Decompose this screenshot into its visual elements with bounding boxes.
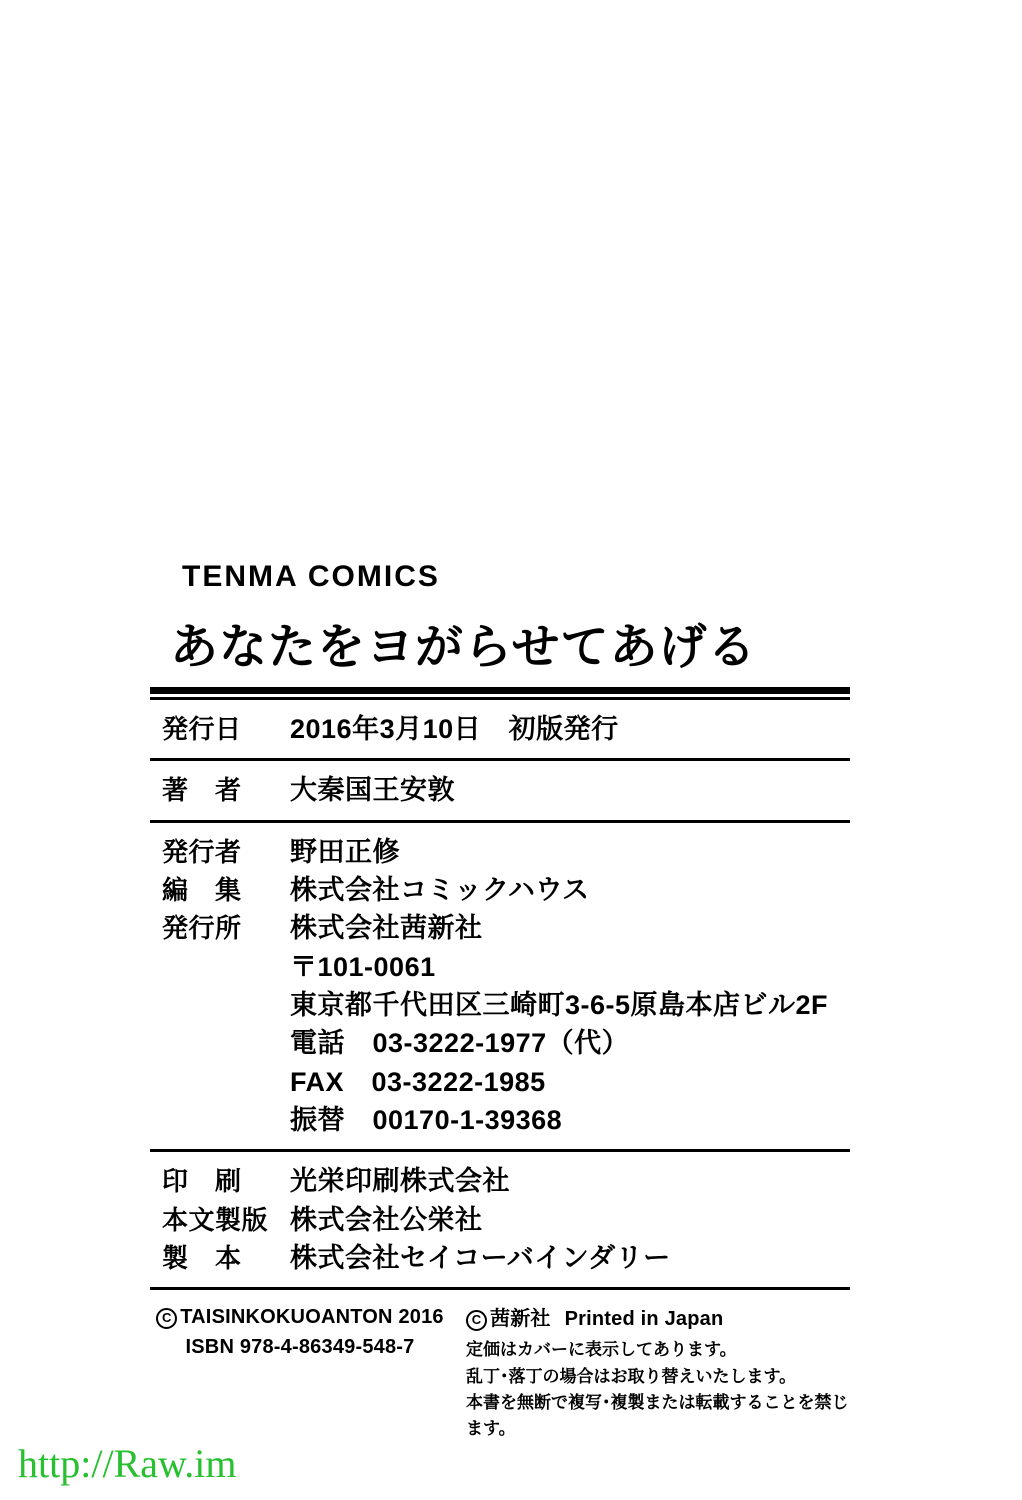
copyright-icon: C bbox=[156, 1308, 177, 1329]
printing-row bbox=[150, 1162, 850, 1200]
printed-in-text: Printed in Japan bbox=[564, 1308, 724, 1331]
watermark: http://Raw.im bbox=[18, 1441, 237, 1486]
typesetting-row bbox=[150, 1201, 850, 1239]
copyright-icon-publisher: C bbox=[466, 1310, 487, 1331]
address-phone: 電話 03-3222-1977（代） bbox=[290, 1028, 630, 1059]
copyright-author-text: TAISINKOKUOANTON 2016 bbox=[180, 1306, 444, 1329]
editor-value: 株式会社コミックハウス bbox=[290, 874, 590, 905]
copyright-publisher-text: 茜新社 bbox=[490, 1308, 551, 1331]
publication-date-value: 2016年3月10日 初版発行 bbox=[290, 714, 619, 744]
copyright-author-line bbox=[150, 1302, 450, 1332]
author-label: 著 者 bbox=[162, 775, 242, 806]
author-row bbox=[150, 771, 850, 809]
address-fax: FAX 03-3222-1985 bbox=[290, 1066, 546, 1097]
typesetting-value: 株式会社公栄社 bbox=[290, 1204, 483, 1235]
editor-label: 編 集 bbox=[162, 874, 242, 905]
legal-left bbox=[150, 1302, 450, 1442]
notice-defect: 乱丁･落丁の場合はお取り替えいたします。 bbox=[466, 1366, 797, 1386]
printing-value: 光栄印刷株式会社 bbox=[290, 1166, 510, 1197]
publisher-person-value: 野田正修 bbox=[290, 836, 400, 867]
notice-reproduction: 本書を無断で複写･複製または転載することを禁じます。 bbox=[466, 1392, 849, 1439]
legal-right bbox=[450, 1302, 850, 1442]
address-furikae: 振替 00170-1-39368 bbox=[290, 1104, 563, 1135]
author-block bbox=[150, 761, 850, 819]
printing-label: 印 刷 bbox=[162, 1166, 242, 1197]
isbn-line: ISBN 978-4-86349-548-7 bbox=[185, 1336, 415, 1359]
legal-block bbox=[150, 1290, 850, 1442]
binding-label: 製 本 bbox=[162, 1242, 242, 1273]
author-value: 大秦国王安敦 bbox=[290, 775, 455, 806]
address-street: 東京都千代田区三崎町3-6-5原島本店ビル2F bbox=[290, 989, 829, 1020]
publisher-company-row bbox=[150, 909, 850, 947]
publisher-block bbox=[150, 823, 850, 1150]
binding-row bbox=[150, 1239, 850, 1277]
divider-top bbox=[150, 687, 850, 700]
production-block bbox=[150, 1152, 850, 1287]
publication-date-row bbox=[150, 710, 850, 748]
publication-date-block bbox=[150, 700, 850, 758]
typesetting-label: 本文製版 bbox=[162, 1204, 269, 1235]
publisher-copyright-line bbox=[466, 1302, 850, 1331]
series-label: TENMA COMICS bbox=[182, 560, 440, 593]
binding-value: 株式会社セイコーバインダリー bbox=[290, 1242, 671, 1273]
publisher-company-value: 株式会社茜新社 bbox=[290, 913, 483, 944]
colophon bbox=[150, 560, 870, 1443]
book-title: あなたをヨがらせてあげる bbox=[170, 621, 757, 674]
address-postal-code: 〒101-0061 bbox=[290, 951, 436, 982]
publisher-company-label: 発行所 bbox=[162, 913, 242, 944]
publisher-person-label: 発行者 bbox=[162, 836, 242, 867]
publication-date-label: 発行日 bbox=[162, 714, 242, 744]
notice-price: 定価はカバーに表示してあります。 bbox=[466, 1340, 737, 1360]
editor-row bbox=[150, 871, 850, 909]
publisher-person-row bbox=[150, 833, 850, 871]
